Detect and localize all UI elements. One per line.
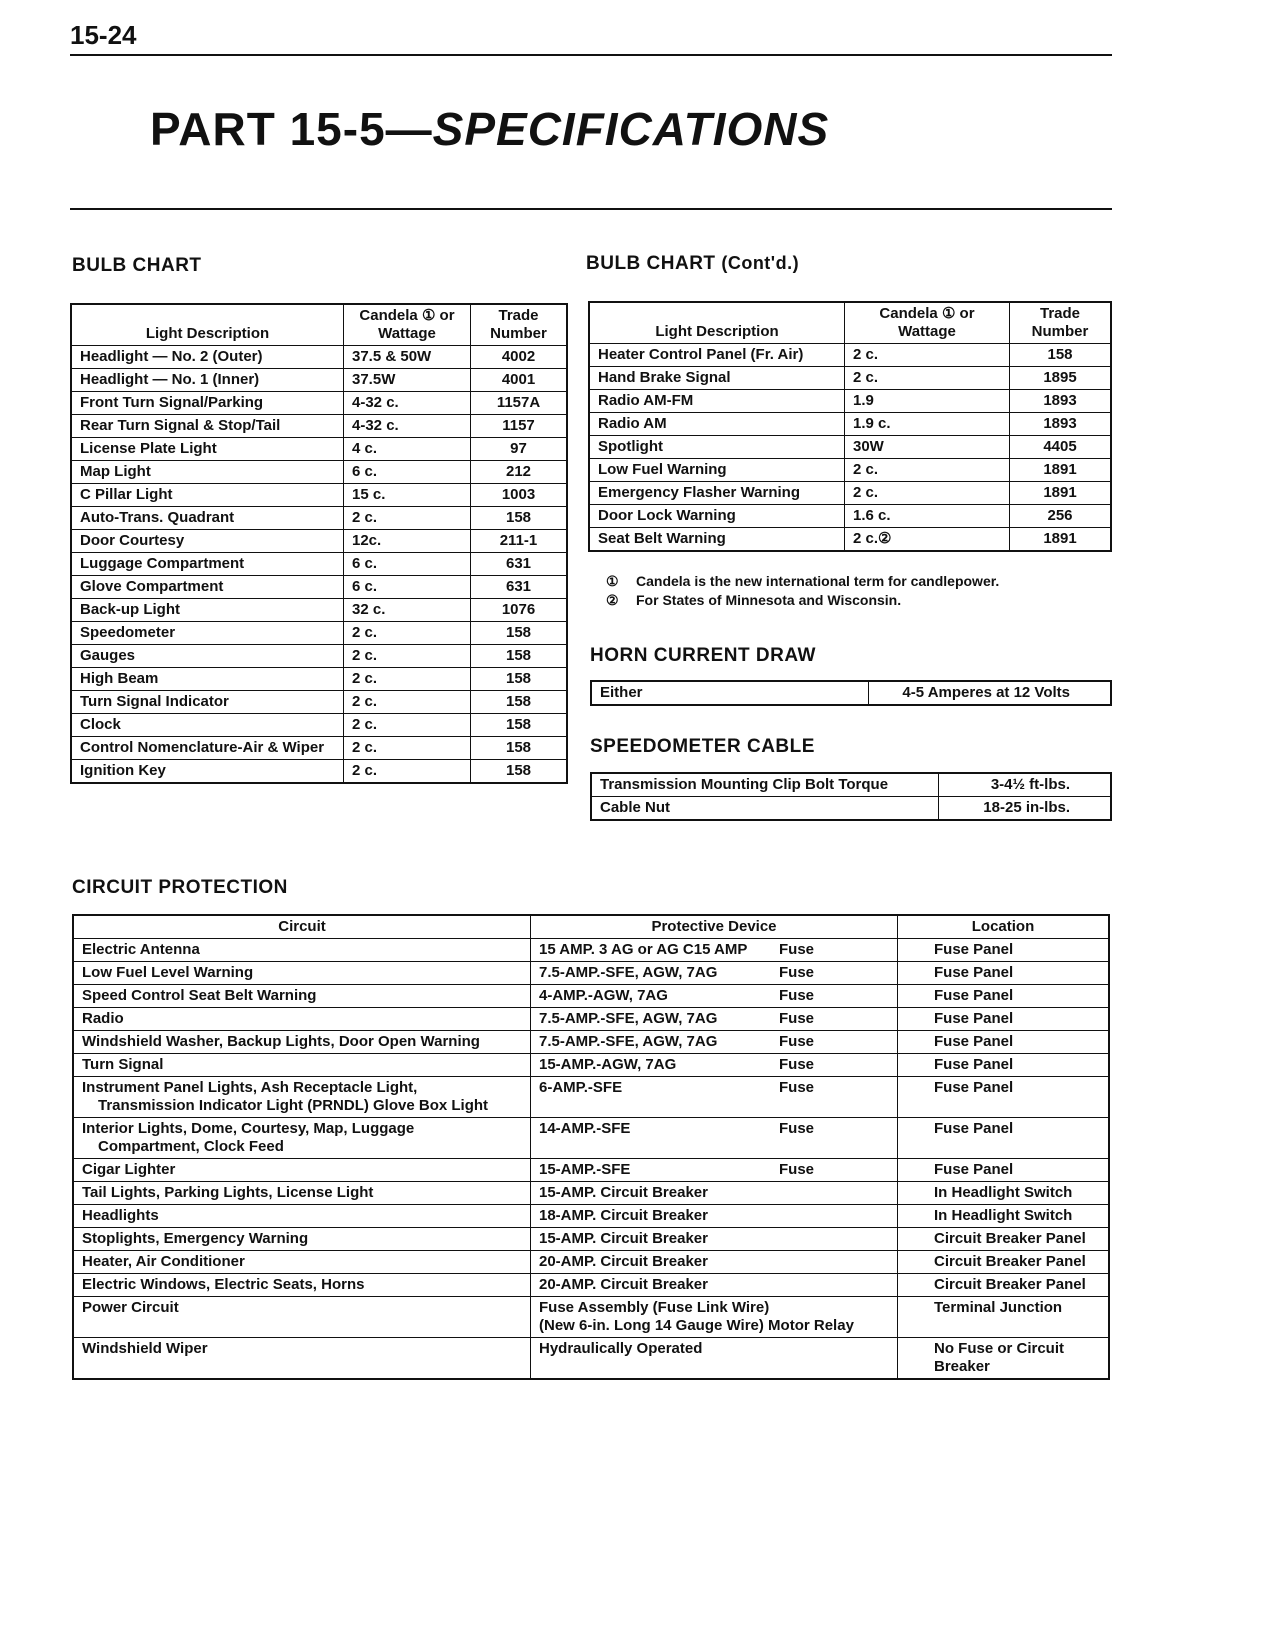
- table-row: [589, 505, 1111, 528]
- trade-number-cell: 158: [471, 668, 568, 691]
- location-cell: [898, 1182, 1110, 1205]
- bulb-chart-contd-table: [588, 301, 1112, 552]
- protective-device-cell: [531, 985, 898, 1008]
- device-kind: Fuse: [779, 1079, 815, 1096]
- device-text: 4-AMP.-AGW, 7AG: [539, 987, 668, 1004]
- device-line: [539, 1340, 889, 1358]
- table-row: [71, 392, 567, 415]
- trade-number-cell: 158: [471, 760, 568, 784]
- light-description-cell: Rear Turn Signal & Stop/Tail: [71, 415, 344, 438]
- light-description-cell: Control Nomenclature-Air & Wiper: [71, 737, 344, 760]
- location-cell: [898, 1054, 1110, 1077]
- col-light-description: Light Description: [71, 304, 344, 346]
- circuit-text: Turn Signal: [82, 1056, 164, 1073]
- light-description-cell: Back-up Light: [71, 599, 344, 622]
- trade-number-cell: 158: [471, 645, 568, 668]
- trade-number-cell: 158: [471, 622, 568, 645]
- candela-cell: 2 c.: [344, 691, 471, 714]
- speedometer-heading: SPEEDOMETER CABLE: [590, 736, 815, 757]
- location-text: Fuse Panel: [934, 1079, 1014, 1096]
- light-description-cell: Ignition Key: [71, 760, 344, 784]
- location-text: Fuse Panel: [934, 1056, 1014, 1073]
- trade-number-cell: 1076: [471, 599, 568, 622]
- device-kind: Fuse: [779, 1010, 815, 1027]
- trade-number-cell: 1891: [1010, 482, 1112, 505]
- circuit-protection-table: [72, 914, 1110, 1380]
- trade-number-cell: 1003: [471, 484, 568, 507]
- device-text: 7.5-AMP.-SFE, AGW, 7AG: [539, 1033, 718, 1050]
- candela-cell: 2 c.: [845, 344, 1010, 367]
- table-row: [73, 939, 1109, 962]
- light-description-cell: Headlight — No. 2 (Outer): [71, 346, 344, 369]
- circuit-text: Instrument Panel Lights, Ash Receptacle Light,: [82, 1079, 418, 1096]
- protective-device-cell: [531, 1159, 898, 1182]
- device-text: 15-AMP. Circuit Breaker: [539, 1184, 708, 1201]
- col-candela: Candela ① or Wattage: [845, 302, 1010, 344]
- table-row: [591, 797, 1111, 821]
- location-text: Fuse Panel: [934, 1010, 1014, 1027]
- location-cell: [898, 1251, 1110, 1274]
- location-text: Fuse Panel: [934, 941, 1014, 958]
- candela-cell: 1.9: [845, 390, 1010, 413]
- location-text: Circuit Breaker Panel: [934, 1253, 1086, 1270]
- location-text: Terminal Junction: [934, 1299, 1063, 1316]
- circuit-text-continued: Compartment, Clock Feed: [98, 1138, 284, 1155]
- device-text: 15-AMP.-AGW, 7AG: [539, 1056, 677, 1073]
- protective-device-cell: [531, 1031, 898, 1054]
- trade-number-cell: 4001: [471, 369, 568, 392]
- protective-device-cell: [531, 962, 898, 985]
- table-row: [73, 1205, 1109, 1228]
- location-cell: [898, 1228, 1110, 1251]
- device-text: Hydraulically Operated: [539, 1340, 703, 1357]
- horn-label: Either: [591, 681, 869, 705]
- candela-cell: 4-32 c.: [344, 415, 471, 438]
- trade-number-cell: 158: [471, 691, 568, 714]
- circuit-text: Tail Lights, Parking Lights, License Light: [82, 1184, 374, 1201]
- light-description-cell: Radio AM: [589, 413, 845, 436]
- location-cell: [898, 962, 1110, 985]
- light-description-cell: C Pillar Light: [71, 484, 344, 507]
- table-row: [73, 1338, 1109, 1380]
- candela-cell: 30W: [845, 436, 1010, 459]
- light-description-cell: Glove Compartment: [71, 576, 344, 599]
- device-text: 20-AMP. Circuit Breaker: [539, 1253, 708, 1270]
- device-kind: Fuse: [779, 1120, 815, 1137]
- device-kind: Fuse: [779, 987, 815, 1004]
- trade-number-cell: 158: [471, 714, 568, 737]
- table-row: [73, 1054, 1109, 1077]
- table-row: [73, 1297, 1109, 1338]
- circuit-cell: [73, 1031, 531, 1054]
- candela-cell: 4 c.: [344, 438, 471, 461]
- trade-number-cell: 631: [471, 576, 568, 599]
- circuit-text: Speed Control Seat Belt Warning: [82, 987, 317, 1004]
- device-line: [539, 1120, 889, 1138]
- device-text-continued: (New 6-in. Long 14 Gauge Wire) Motor Relay: [539, 1317, 854, 1334]
- light-description-cell: High Beam: [71, 668, 344, 691]
- light-description-cell: License Plate Light: [71, 438, 344, 461]
- table-row: [71, 461, 567, 484]
- location-cell: [898, 1274, 1110, 1297]
- candela-cell: 12c.: [344, 530, 471, 553]
- page-title: PART 15-5—SPECIFICATIONS: [150, 103, 830, 155]
- location-cell: [898, 985, 1110, 1008]
- table-row: [71, 599, 567, 622]
- light-description-cell: Spotlight: [589, 436, 845, 459]
- table-row: [71, 415, 567, 438]
- circuit-cell: [73, 1297, 531, 1338]
- protective-device-cell: [531, 1251, 898, 1274]
- circuit-text: Cigar Lighter: [82, 1161, 176, 1178]
- device-line: [539, 1161, 889, 1179]
- circuit-text: Low Fuel Level Warning: [82, 964, 254, 981]
- table-row: [71, 760, 567, 784]
- trade-number-cell: 158: [1010, 344, 1112, 367]
- footnote: ② For States of Minnesota and Wisconsin.: [606, 592, 902, 608]
- col-light-description: Light Description: [589, 302, 845, 344]
- candela-cell: 37.5 & 50W: [344, 346, 471, 369]
- trade-number-cell: 158: [471, 507, 568, 530]
- candela-cell: 2 c.: [344, 668, 471, 691]
- trade-number-cell: 1157: [471, 415, 568, 438]
- candela-cell: 6 c.: [344, 461, 471, 484]
- table-row: [73, 1182, 1109, 1205]
- table-row: [71, 622, 567, 645]
- candela-cell: 1.6 c.: [845, 505, 1010, 528]
- location-text: Fuse Panel: [934, 1120, 1014, 1137]
- light-description-cell: Headlight — No. 1 (Inner): [71, 369, 344, 392]
- table-row: [71, 576, 567, 599]
- table-row: [589, 390, 1111, 413]
- table-row: [73, 1251, 1109, 1274]
- circuit-cell: [73, 985, 531, 1008]
- table-row: [71, 530, 567, 553]
- table-row: [71, 507, 567, 530]
- device-text: 20-AMP. Circuit Breaker: [539, 1276, 708, 1293]
- trade-number-cell: 631: [471, 553, 568, 576]
- light-description-cell: Luggage Compartment: [71, 553, 344, 576]
- col-protective-device: Protective Device: [531, 915, 898, 939]
- circuit-text: Stoplights, Emergency Warning: [82, 1230, 309, 1247]
- location-text: Fuse Panel: [934, 964, 1014, 981]
- circuit-text: Electric Windows, Electric Seats, Horns: [82, 1276, 365, 1293]
- circuit-heading: CIRCUIT PROTECTION: [72, 877, 288, 898]
- device-kind: Fuse: [779, 1056, 815, 1073]
- light-description-cell: Seat Belt Warning: [589, 528, 845, 552]
- circuit-cell: [73, 1274, 531, 1297]
- table-row: [589, 482, 1111, 505]
- device-text: 15-AMP.-SFE: [539, 1161, 631, 1178]
- device-text: 15 AMP. 3 AG or AG C15 AMP: [539, 941, 748, 958]
- col-trade-number: Trade Number: [471, 304, 568, 346]
- speedometer-table: [590, 772, 1112, 821]
- light-description-cell: Hand Brake Signal: [589, 367, 845, 390]
- table-row: [589, 344, 1111, 367]
- light-description-cell: Radio AM-FM: [589, 390, 845, 413]
- candela-cell: 2 c.: [344, 645, 471, 668]
- light-description-cell: Speedometer: [71, 622, 344, 645]
- device-kind: Fuse: [779, 964, 815, 981]
- trade-number-cell: 158: [471, 737, 568, 760]
- table-row: [589, 413, 1111, 436]
- speedometer-label: Cable Nut: [591, 797, 939, 821]
- trade-number-cell: 212: [471, 461, 568, 484]
- candela-cell: 32 c.: [344, 599, 471, 622]
- trade-number-cell: 1895: [1010, 367, 1112, 390]
- circuit-text: Windshield Wiper: [82, 1340, 208, 1357]
- circuit-cell: [73, 962, 531, 985]
- table-row: [71, 668, 567, 691]
- footnote: ① Candela is the new international term for candlepower.: [606, 573, 1000, 589]
- circuit-text: Heater, Air Conditioner: [82, 1253, 245, 1270]
- circuit-text-continued: Transmission Indicator Light (PRNDL) Glove Box Light: [98, 1097, 489, 1114]
- circuit-cell: [73, 1008, 531, 1031]
- candela-cell: 1.9 c.: [845, 413, 1010, 436]
- speedometer-value: 18-25 in-lbs.: [939, 797, 1112, 821]
- device-text: 18-AMP. Circuit Breaker: [539, 1207, 708, 1224]
- location-text: In Headlight Switch: [934, 1184, 1073, 1201]
- circuit-cell: [73, 1077, 531, 1118]
- table-row: [73, 962, 1109, 985]
- candela-cell: 2 c.: [344, 507, 471, 530]
- device-line: [539, 964, 889, 982]
- light-description-cell: Door Lock Warning: [589, 505, 845, 528]
- top-rule: [70, 54, 1112, 56]
- candela-cell: 6 c.: [344, 576, 471, 599]
- table-row: [71, 369, 567, 392]
- location-cell: [898, 1159, 1110, 1182]
- protective-device-cell: [531, 1118, 898, 1159]
- footnotes: [606, 572, 999, 610]
- table-row: [589, 528, 1111, 552]
- device-text: 6-AMP.-SFE: [539, 1079, 623, 1096]
- light-description-cell: Auto-Trans. Quadrant: [71, 507, 344, 530]
- table-row: [73, 1031, 1109, 1054]
- circuit-cell: [73, 1205, 531, 1228]
- page-number: 15-24: [70, 20, 137, 50]
- circuit-cell: [73, 1159, 531, 1182]
- location-text: In Headlight Switch: [934, 1207, 1073, 1224]
- trade-number-cell: 4002: [471, 346, 568, 369]
- light-description-cell: Map Light: [71, 461, 344, 484]
- device-text: 14-AMP.-SFE: [539, 1120, 631, 1137]
- device-line: [539, 1056, 889, 1074]
- device-line: [539, 1276, 889, 1294]
- location-cell: [898, 939, 1110, 962]
- table-row: [591, 773, 1111, 797]
- light-description-cell: Emergency Flasher Warning: [589, 482, 845, 505]
- trade-number-cell: 4405: [1010, 436, 1112, 459]
- table-row: [71, 346, 567, 369]
- table-row: [71, 714, 567, 737]
- col-location: Location: [898, 915, 1110, 939]
- location-cell: [898, 1205, 1110, 1228]
- location-cell: [898, 1118, 1110, 1159]
- device-text: 15-AMP. Circuit Breaker: [539, 1230, 708, 1247]
- device-line: [539, 1253, 889, 1271]
- bulb-chart-heading: BULB CHART: [72, 255, 202, 276]
- location-cell: [898, 1008, 1110, 1031]
- device-line: [539, 987, 889, 1005]
- circuit-cell: [73, 1251, 531, 1274]
- speedometer-label: Transmission Mounting Clip Bolt Torque: [591, 773, 939, 797]
- circuit-text: Interior Lights, Dome, Courtesy, Map, Luggage: [82, 1120, 415, 1137]
- table-row: [73, 1008, 1109, 1031]
- trade-number-cell: 1893: [1010, 390, 1112, 413]
- candela-cell: 37.5W: [344, 369, 471, 392]
- candela-cell: 2 c.: [845, 459, 1010, 482]
- circuit-cell: [73, 1338, 531, 1380]
- table-row: [71, 737, 567, 760]
- location-cell: [898, 1297, 1110, 1338]
- device-line: [539, 1010, 889, 1028]
- title-rule: [70, 208, 1112, 210]
- table-row: [73, 1274, 1109, 1297]
- circuit-text: Electric Antenna: [82, 941, 200, 958]
- circuit-cell: [73, 1118, 531, 1159]
- table-row: [73, 1077, 1109, 1118]
- trade-number-cell: 1157A: [471, 392, 568, 415]
- table-row: [589, 459, 1111, 482]
- candela-cell: 2 c.: [344, 714, 471, 737]
- device-line: [539, 1299, 889, 1317]
- table-row: [71, 484, 567, 507]
- bulb-chart-table: [70, 303, 568, 784]
- table-row: [73, 1159, 1109, 1182]
- trade-number-cell: 97: [471, 438, 568, 461]
- bulb-chart-contd-heading: BULB CHART (Cont'd.): [586, 253, 800, 274]
- device-line: [539, 1184, 889, 1202]
- circuit-text: Windshield Washer, Backup Lights, Door Open Warning: [82, 1033, 480, 1050]
- circuit-cell: [73, 939, 531, 962]
- circuit-text: Radio: [82, 1010, 124, 1027]
- table-row: [73, 985, 1109, 1008]
- col-trade-number: Trade Number: [1010, 302, 1112, 344]
- trade-number-cell: 1891: [1010, 459, 1112, 482]
- device-line: [539, 941, 889, 959]
- light-description-cell: Heater Control Panel (Fr. Air): [589, 344, 845, 367]
- device-line: [539, 1033, 889, 1051]
- device-kind: Fuse: [779, 941, 815, 958]
- trade-number-cell: 1893: [1010, 413, 1112, 436]
- trade-number-cell: 256: [1010, 505, 1112, 528]
- location-cell: [898, 1031, 1110, 1054]
- circuit-text: Power Circuit: [82, 1299, 179, 1316]
- protective-device-cell: [531, 1077, 898, 1118]
- candela-cell: 15 c.: [344, 484, 471, 507]
- light-description-cell: Front Turn Signal/Parking: [71, 392, 344, 415]
- candela-cell: 2 c.: [845, 367, 1010, 390]
- device-kind: Fuse: [779, 1033, 815, 1050]
- table-row: [589, 436, 1111, 459]
- protective-device-cell: [531, 1338, 898, 1380]
- location-text: Circuit Breaker Panel: [934, 1230, 1086, 1247]
- candela-cell: 2 c.: [344, 622, 471, 645]
- circuit-cell: [73, 1228, 531, 1251]
- candela-cell: 6 c.: [344, 553, 471, 576]
- protective-device-cell: [531, 1205, 898, 1228]
- col-circuit: Circuit: [73, 915, 531, 939]
- light-description-cell: Door Courtesy: [71, 530, 344, 553]
- device-line: [539, 1207, 889, 1225]
- table-row: [71, 553, 567, 576]
- table-row: [73, 1228, 1109, 1251]
- circuit-cell: [73, 1054, 531, 1077]
- device-text: 7.5-AMP.-SFE, AGW, 7AG: [539, 964, 718, 981]
- protective-device-cell: [531, 1297, 898, 1338]
- trade-number-cell: 1891: [1010, 528, 1112, 552]
- protective-device-cell: [531, 1228, 898, 1251]
- protective-device-cell: [531, 1054, 898, 1077]
- table-row: [73, 1118, 1109, 1159]
- speedometer-value: 3-4½ ft-lbs.: [939, 773, 1112, 797]
- location-text: No Fuse or Circuit: [934, 1340, 1065, 1357]
- location-text: Fuse Panel: [934, 1033, 1014, 1050]
- light-description-cell: Low Fuel Warning: [589, 459, 845, 482]
- candela-cell: 2 c.: [344, 760, 471, 784]
- device-line: [539, 1230, 889, 1248]
- circuit-text: Headlights: [82, 1207, 159, 1224]
- candela-cell: 2 c.②: [845, 528, 1010, 552]
- location-cell: [898, 1338, 1110, 1380]
- location-text: Fuse Panel: [934, 987, 1014, 1004]
- horn-table: [590, 680, 1112, 706]
- circuit-cell: [73, 1182, 531, 1205]
- location-text: Circuit Breaker Panel: [934, 1276, 1086, 1293]
- candela-cell: 2 c.: [845, 482, 1010, 505]
- table-row: [71, 645, 567, 668]
- protective-device-cell: [531, 1008, 898, 1031]
- device-text: 7.5-AMP.-SFE, AGW, 7AG: [539, 1010, 718, 1027]
- device-text: Fuse Assembly (Fuse Link Wire): [539, 1299, 770, 1316]
- horn-heading: HORN CURRENT DRAW: [590, 645, 816, 666]
- protective-device-cell: [531, 1274, 898, 1297]
- device-kind: Fuse: [779, 1161, 815, 1178]
- candela-cell: 4-32 c.: [344, 392, 471, 415]
- device-line: [539, 1079, 889, 1097]
- location-text-continued: Breaker: [934, 1358, 990, 1375]
- light-description-cell: Clock: [71, 714, 344, 737]
- location-cell: [898, 1077, 1110, 1118]
- location-text: Fuse Panel: [934, 1161, 1014, 1178]
- light-description-cell: Turn Signal Indicator: [71, 691, 344, 714]
- col-candela: Candela ① or Wattage: [344, 304, 471, 346]
- protective-device-cell: [531, 939, 898, 962]
- light-description-cell: Gauges: [71, 645, 344, 668]
- protective-device-cell: [531, 1182, 898, 1205]
- table-row: [71, 438, 567, 461]
- candela-cell: 2 c.: [344, 737, 471, 760]
- trade-number-cell: 211-1: [471, 530, 568, 553]
- horn-value: 4-5 Amperes at 12 Volts: [869, 681, 1112, 705]
- table-row: [589, 367, 1111, 390]
- table-row: [71, 691, 567, 714]
